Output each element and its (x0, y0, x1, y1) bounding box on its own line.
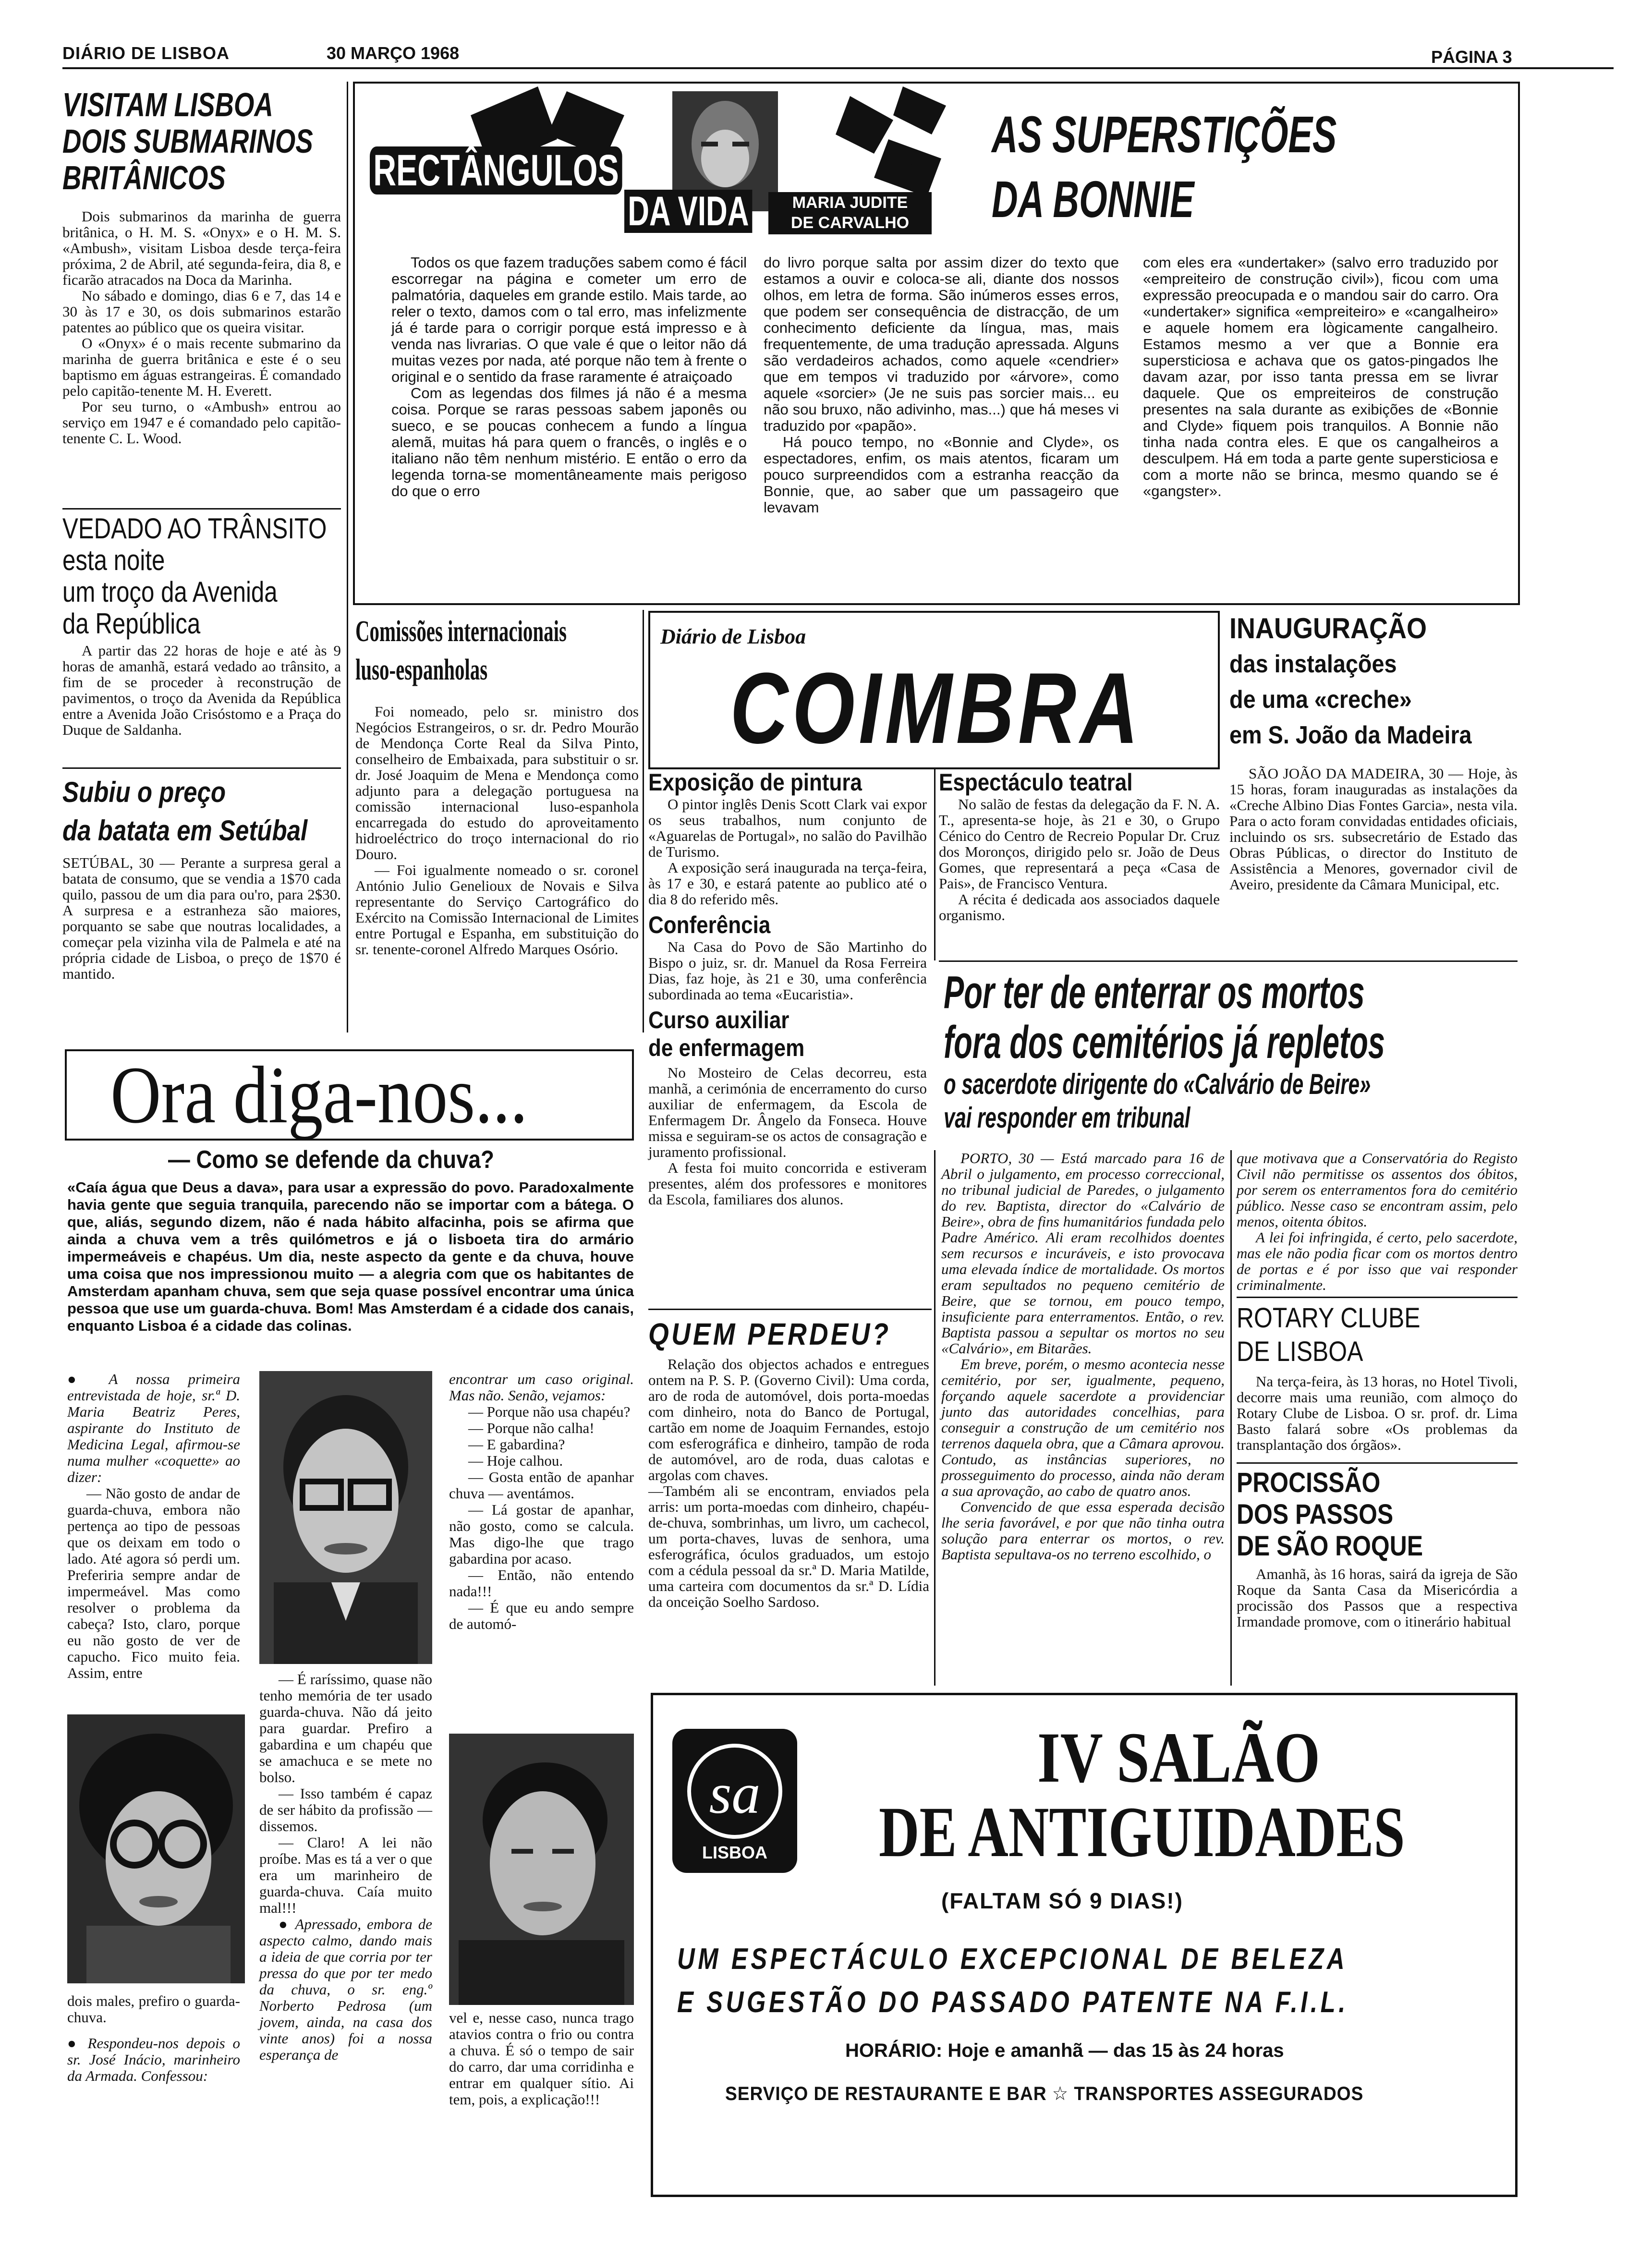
procissao-title-1: PROCISSÃO (1237, 1467, 1381, 1498)
rectangulos-col-2 (764, 255, 1119, 516)
salao-horario (845, 2039, 1284, 2063)
mortos-col-2 (1237, 1150, 1518, 1293)
expo-body-2: A exposição será inaugurada na terça-feira, às 17 e 30, e estará patente ao publico até o dia 8 do referido mês. (648, 859, 927, 908)
creche-title-1: INAUGURAÇÃO (1229, 612, 1427, 644)
creche-article (1229, 611, 1518, 892)
ora-c2-d: ● Apressado, embora de aspecto calmo, dando mais a ideia de que corria por ter pressa do que por ter medo da chuva, o sr. eng.º Norberto Pedrosa (um jovem, ainda, na casa dos vinte anos) foi a nossa esperança de (259, 1916, 432, 2063)
rectangulos-author-box (768, 192, 932, 234)
curso-body-1: No Mosteiro de Celas decorreu, esta manhã, a cerimónia de encerramento do curso auxiliar de enfermagem, da Escola de Enfermagem Dr. Ângelo da Fonseca. Houve missa e seguiram-se os actos de consagração e juramento profissional. (648, 1064, 927, 1160)
masthead-rule (62, 67, 1614, 69)
comissoes-right-rule (643, 610, 644, 1032)
mortos-title-2: fora dos cemitérios já repletos (944, 1017, 1385, 1068)
rotary-top-rule (1237, 1297, 1518, 1298)
submarinos-title-1: VISITAM LISBOA (62, 86, 273, 123)
submarinos-body-2: No sábado e domingo, dias 6 e 7, das 14 e 30 às 17 e 30, os dois submarinos estarão patentes ao público que os queira visitar. (62, 287, 341, 336)
curso-title-2: de enfermagem (648, 1034, 805, 1061)
mortos-col-1-text: PORTO, 30 — Está marcado para 16 de Abril o julgamento, em processo correccional, no tribunal judicial de Paredes, o julgamento do rev. Baptista, director do «Calvário de Beire», obra de fins humanitários fundada pelo Padre Américo. Ali eram recolhidos doentes sem recursos e incuráveis, e isto provocava uma elevada índice de mortalidade. Os mortos eram sepultados no pequeno cemitério de Beire, que se tornou, em pouco tempo, insuficiente para enterramentos. Então, o rev. Baptista passou a sepultar os mortos no seu «Calvário», em Bitarães. (941, 1150, 1225, 1357)
coimbra-title: COIMBRA (730, 652, 1142, 765)
rectangulos-author-1: MARIA JUDITE (792, 194, 908, 212)
col-rule-1 (347, 82, 348, 1032)
ora-col-2 (259, 1671, 432, 2063)
batata-title-2: da batata em Setúbal (62, 814, 308, 847)
creche-body: SÃO JOÃO DA MADEIRA, 30 — Hoje, às 15 horas, foram inauguradas as instalações da «Creche Albino Dias Fontes Garcia», nesta vila. Para o acto foram convidadas entidades oficiais, incluindo os srs. subsecretário de Estado das Obras Públicas, o director do Instituto de Assistência a Menores, governador civil de Aveiro, presidente da Câmara Municipal, etc. (1229, 765, 1518, 893)
ora-c3-f: — Gosta então de apanhar chuva — aventámos. (449, 1469, 634, 1502)
rotary-body: Na terça-feira, às 13 horas, no Hotel Tivoli, decorre mais uma reunião, com almoço do Rotary Clube de Lisboa. O sr. prof. dr. Lima Basto falará sobre «Os problemas da transplantação dos órgãos». (1237, 1373, 1518, 1453)
masthead-page: PÁGINA 3 (1431, 47, 1512, 67)
salao-title-1: IV SALÃO (1037, 1718, 1321, 1797)
submarinos-title-2: DOIS SUBMARINOS (62, 122, 313, 160)
ora-c1-c: dois males, prefiro o guarda-chuva. (67, 1992, 240, 2026)
teatro-body-1: No salão de festas da delegação da F. N. A. T., apresenta-se hoje, às 21 e 30, o Grupo Cénico do Centro de Recreio Popular Dr. Cruz dos Moronços, dirigido pelo sr. João de Deus Gomes, que representará a peça «Casa de Pais», de Francisco Ventura. (939, 796, 1220, 892)
teatro-body-2: A récita é dedicada aos associados daquele organismo. (939, 891, 1220, 923)
ora-c3-c: — Porque não calha! (468, 1420, 595, 1436)
mortos-sub-2: vai responder em tribunal (944, 1102, 1190, 1134)
ora-c3-j: vel e, nesse caso, nunca trago atavios contra o frio ou contra a chuva. É só o tempo de sair do carro, dar uma corridinha e entrar em qualquer sítio. Ai tem, pois, a explicação!!! (449, 2009, 634, 2108)
salao-horario-label: HORÁRIO: (845, 2040, 943, 2061)
supersticoes-title-1: AS SUPERSTIÇÕES (992, 105, 1337, 163)
rectangulos-author-2: DE CARVALHO (790, 214, 910, 232)
transito-body: A partir das 22 horas de hoje e até às 9 horas de amanhã, estará vedado ao trânsito, a fim de se proceder à reconstrução de pavimentos, o troço da Avenida da República entre a Avenida João Crisóstomo e a Praça do Duque de Saldanha. (62, 642, 341, 738)
creche-title-3: de uma «creche» (1229, 686, 1412, 714)
rotary-title-1: ROTARY CLUBE (1237, 1302, 1421, 1334)
ora-c2-c: — Claro! A lei não proíbe. Mas es tá a ver o que era um marinheiro de guarda-chuva. Caía muito mal!!! (259, 1834, 432, 1916)
photo-young-man (449, 1734, 634, 2005)
procissao-top-rule (1237, 1462, 1518, 1464)
rotary-article (1237, 1301, 1518, 1453)
ora-col-3 (449, 1371, 634, 1632)
mortos-top-rule (939, 960, 1518, 962)
creche-title-4: em S. João da Madeira (1229, 721, 1472, 749)
rectangulos-logo-2: DA VIDA (624, 190, 753, 233)
creche-title-2: das instalações (1229, 650, 1397, 678)
salao-line-2: E SUGESTÃO DO PASSADO PATENTE NA F.I.L. (677, 1986, 1348, 2019)
masthead-paper: DIÁRIO DE LISBOA (62, 43, 230, 63)
mortos-col-rule (1230, 1150, 1232, 1686)
rectangulos-col-1-text: Todos os que fazem traduções sabem como é fácil escorregar na página e cometer um erro de palmatória, daqueles em grande estilo. Mais tarde, ao reler o texto, damos com o tal erro, mas infelizmente já é tarde para o corrigir porque está impresso e à venda nas livrarias. O que vale é que o leitor não dá muitas vezes por nada, até porque não tem à frente o original e o sentido da frase raramente é atraiçoado (391, 254, 747, 385)
ora-c1-d: ● Respondeu-nos depois o sr. José Inácio, marinheiro da Armada. Confessou: (67, 2035, 240, 2084)
teatro-title: Espectáculo teatral (939, 769, 1133, 796)
perdeu-right-rule (934, 1150, 935, 1686)
mortos-col-1b-text: Em breve, porém, o mesmo acontecia nesse cemitério, por ser, igualmente, pequeno, forçando aquele sacerdote a providenciar junto das autoridades concelhias, para conseguir a construção de um cemitério nos terrenos daquela obra, que a Câmara aprovou. Contudo, as instâncias superiores, no prosseguimento do processo, ainda não deram a sua aprovação, ao cabo de quatro anos. (941, 1356, 1225, 1499)
comissoes-body-1: Foi nomeado, pelo sr. ministro dos Negócios Estrangeiros, o sr. dr. Pedro Mourão de Mendonça Corte Real da Silva Pinto, conselheiro de Embaixada, para substituir o sr. dr. José Joaquim de Mena e Mendonça como adjunto para a delegação portuguesa na comissão internacional luso-espanhola encarregada do estudo do aproveitamento hidroeléctrico do troço internacional do rio Douro. (355, 703, 639, 862)
curso-body-2: A festa foi muito concorrida e estiveram presentes, além dos professores e monitores da Escola, familiares dos alunos. (648, 1159, 927, 1208)
transito-title-2: esta noite (62, 544, 165, 576)
batata-title-1: Subiu o preço (62, 776, 226, 808)
perdeu-body-2: —Também ali se encontram, enviados pela arris: um porta-moedas com dinheiro, chapéu-de-chuva, sombrinhas, um livro, um cachecol, um porta-chaves, luvas de senhora, uma esferográfica, óculos graduados, um estojo com a cédula pessoal da sr.ª D. Maria Matilde, uma carteira com documentos da sr.ª D. Lídia da onceição Soelho Sardoso. (648, 1482, 929, 1610)
mortos-col-1 (941, 1150, 1225, 1562)
ora-col-1 (67, 1371, 240, 1681)
batata-article (62, 773, 341, 982)
submarinos-article (62, 86, 341, 446)
ora-question: — Como se defende da chuva? (168, 1146, 494, 1174)
transito-title-4: da República (62, 607, 201, 640)
expo-body-1: O pintor inglês Denis Scott Clark vai expor os seus trabalhos, num conjunto de «Aguarelas de Portugal», no salão do Pavilhão de Turismo. (648, 796, 927, 860)
rectangulos-col-1 (391, 255, 747, 499)
mortos-col-2b-text: A lei foi infringida, é certo, pelo sacerdote, mas ele não podia ficar com os mortos dentro de portas e é por isso que vai responder criminalmente. (1237, 1229, 1518, 1293)
curso-title-1: Curso auxiliar (648, 1007, 790, 1033)
batata-top-rule (62, 767, 341, 769)
mortos-col-2-text: que motivava que a Conservatória do Registo Civil não permitisse os assentos dos óbitos, por serem os enterramentos fora do cemitério público. Nesse caso se encontram assim, pelo menos, oitenta óbitos. (1237, 1150, 1518, 1230)
sa-lisboa-logo-icon (672, 1729, 797, 1873)
ora-c3-a: encontrar um caso original. Mas não. Senão, vejamos: (449, 1371, 634, 1404)
comissoes-title-1: Comissões internacionais (355, 615, 567, 648)
mortos-heading (944, 968, 1520, 1135)
salao-line-1: UM ESPECTÁCULO EXCEPCIONAL DE BELEZA (677, 1943, 1348, 1976)
ora-col-3-end (449, 2010, 634, 2108)
ora-c1-a: ● A nossa primeira entrevistada de hoje, sr.ª D. Maria Beatriz Peres, aspirante do Instituto de Medicina Legal, afirmou-se numa mulher «coquette» ao dizer: (67, 1371, 240, 1485)
salao-servico: SERVIÇO DE RESTAURANTE E BAR ☆ TRANSPORTES ASSEGURADOS (725, 2083, 1364, 2104)
mortos-sub-1: o sacerdote dirigente do «Calvário de Beire» (944, 1068, 1371, 1100)
supersticoes-title-2: DA BONNIE (992, 170, 1194, 228)
salao-logo-lisboa: LISBOA (702, 1843, 768, 1862)
submarinos-body-4: Por seu turno, o «Ambush» entrou ao serviço em 1947 e é comandado pelo capitão-tenente C. L. Wood. (62, 398, 341, 447)
photo-woman-glasses (67, 1714, 245, 1983)
salao-title-2: DE ANTIGUIDADES (879, 1792, 1405, 1872)
ora-col-1-end (67, 1993, 240, 2084)
ora-intro: «Caía água que Deus a dava», para usar a expressão do povo. Paradoxalmente havia gente que seguia tranquila, parecendo não se importar com a bátega. O que, aliás, segundo dizem, não é nada hábito alfacinha, pois se afirma que ainda a chuva vem a três quilómetros e já o lisboeta tira do armário impermeáveis e chapéus. Um dia, neste aspecto da gente e da chuva, houve uma coisa que nos impressionou muito — a alegria com que os habitantes de Amsterdam apanham chuva, sem que seja quase possível encontrar uma única pessoa que use um guarda-chuva. Bom! Mas Amsterdam é a cidade dos canais, enquanto Lisboa é a cidade das colinas. (67, 1179, 634, 1334)
comissoes-title-2: luso-espanholas (355, 654, 488, 686)
procissao-body: Amanhã, às 16 horas, sairá da igreja de São Roque da Santa Casa da Misericórdia a procissão dos Passos que a respectiva Irmandade promove, com o itinerário habitual (1237, 1566, 1518, 1630)
ora-c3-b: — Porque não usa chapéu? (468, 1403, 631, 1420)
perdeu-title: QUEM PERDEU? (648, 1317, 891, 1351)
conf-body: Na Casa do Povo de São Martinho do Bispo o juiz, sr. dr. Manuel da Rosa Ferreira Dias, faz hoje, às 21 e 30, uma conferência subordinada ao tema «Eucaristia». (648, 938, 927, 1003)
rectangulos-col-3-text: com eles era «undertaker» (salvo erro traduzido por «empreiteiro de construção civil»), ficou com uma expressão preocupada e o mandou sair do carro. Ora «undertaker» significa «empreiteiro» e «cangalheiro» e aquele homem era lògicamente cangalheiro. Estamos mesmo a ver que a Bonnie era supersticiosa e achava que os gatos-pingados lhe davam azar, por isso tanta pressa em se livrar daquele. Que os empreiteiros de construção presentes na sala durante as exibições de «Bonnie and Clyde» fiquem pois tranquilos. A Bonnie não tinha nada contra eles. E que os cangalheiros a desculpem. Há em toda a parte gente supersticiosa e com a morte não se brinca, mesmo quando se é «gangster». (1143, 254, 1498, 499)
masthead-date: 30 MARÇO 1968 (327, 43, 460, 63)
conf-title: Conferência (648, 911, 771, 938)
procissao-article (1237, 1467, 1518, 1629)
rectangulos-col-2b-text: Há pouco tempo, no «Bonnie and Clyde», os espectadores, enfim, os mais atentos, ficaram um pouco surpreendidos com a estranha reacção da Bonnie, que, ao saber que um passageiro que levavam (764, 434, 1119, 516)
transito-top-rule (62, 508, 341, 510)
rotary-title-2: DE LISBOA (1237, 1336, 1363, 1367)
mortos-col-1c-text: Convencido de que essa esperada decisão lhe seria favorável, e por que não tinha outra solução para enterrar os mortos, o rev. Baptista sepultava-os no terreno escolhido, o (941, 1498, 1225, 1563)
procissao-title-2: DOS PASSOS (1237, 1499, 1394, 1530)
procissao-title-3: DE SÃO ROQUE (1237, 1530, 1423, 1562)
transito-title-3: um troço da Avenida (62, 576, 278, 608)
salao-logo (672, 1729, 797, 1873)
ora-c1-b: — Não gosto de andar de guarda-chuva, embora não pertença ao tipo de pessoas que os deixam em todo o lado. Até agora só perdi um. Preferiria sempre andar de impermeável. Mas como resolver o problema da cabeça? Isto, claro, porque eu não gosto de ver de capucho. Fico muito feia. Assim, entre (67, 1485, 240, 1681)
batata-body: SETÚBAL, 30 — Perante a surpresa geral a batata de consumo, que se vendia a 1$70 cada quilo, passou de um dia para ou'ro, para 2$30. A surpresa e a estranheza são maiores, porquanto se sabe que noutras localidades, a começar pela vizinha vila de Palmela e até na própria cidade de Lisboa, o preço de 1$70 é mantido. (62, 854, 341, 982)
ora-c3-d: — E gabardina? (468, 1436, 565, 1453)
perdeu-article (648, 1316, 929, 1610)
ora-c3-e: — Hoje calhou. (468, 1452, 563, 1469)
photo-man-glasses (259, 1371, 432, 1664)
comissoes-body-2: — Foi igualmente nomeado o sr. coronel António Julio Genelioux de Novais e Silva representante do Serviço Cartográfico do Exército na Comissão Internacional de Limites entre Portugal e Espanha, em substituição do sr. tenente-coronel Alfredo Marques Osório. (355, 862, 639, 958)
ora-title: Ora diga-nos... (110, 1050, 528, 1140)
perdeu-body-1: Relação dos objectos achados e entregues ontem na P. S. P. (Governo Civil): Uma corda, aro de roda de automóvel, dois porta-moedas com dinheiro, nota do Banco de Portugal, cartão em nome de Joaquim Fernandes, estojo com esferográfica e dinheiro, tampão de roda de automóvel, aro de roda, duas calotas e argolas com chaves. (648, 1356, 929, 1483)
ora-c3-i: — É que eu ando sempre de automó- (449, 1599, 634, 1632)
perdeu-top-rule (648, 1309, 932, 1310)
rectangulos-col-3 (1143, 255, 1498, 499)
submarinos-body-3: O «Onyx» é o mais recente submarino da marinha de guerra britânica e este é o seu baptismo em águas estrangeiras. É comandado pelo capitão-tenente M. H. Everett. (62, 335, 341, 399)
submarinos-body-1: Dois submarinos da marinha de guerra britânica, o H. M. S. «Onyx» e o H. M. S. «Ambush», visitam Lisboa desde terça-feira próxima, 2 de Abril, até segunda-feira, dia 8, e ficarão atracados na Doca da Marinha. (62, 208, 341, 288)
salao-logo-sa: sa (709, 1761, 761, 1825)
coimbra-logo: Diário de Lisboa (660, 625, 806, 648)
salao-faltam: (FALTAM SÓ 9 DIAS!) (941, 1888, 1183, 1913)
rectangulos-logo: RECTÂNGULOS (370, 146, 622, 194)
coimbra-mid-rule (934, 768, 935, 960)
rectangulos-col-2-text: do livro porque salta por assim dizer do texto que estamos a ouvir e coloca-se ali, diante dos nossos olhos, em letra de forma. São inúmeros esses erros, que podem ser consequência de distracção, de um conhecimento deficiente da língua, mas, mais frequentemente, de uma tradução apressada. Alguns são verdadeiros achados, como aquele «cendrier» que em tempos vi traduzido por «árvore», como aquele «sorcier» (Je ne suis pas sorcier mais... eu não sou bruxo, não adivinho, mas...) que há meses vi traduzido por «papão». (764, 254, 1119, 434)
salao-horario-text: Hoje e amanhã — das 15 às 24 horas (947, 2040, 1284, 2061)
ora-c3-h: — Então, não entendo nada!!! (449, 1567, 634, 1600)
ora-c3-g: — Lá gostar de apanhar, não gosto, como se calcula. Mas digo-lhe que trago gabardina por acaso. (449, 1501, 634, 1567)
ora-c2-b: — Isso também é capaz de ser hábito da profissão — dissemos. (259, 1785, 432, 1834)
rectangulos-por: POR (903, 158, 930, 173)
coimbra-col-2 (939, 768, 1220, 923)
expo-title: Exposição de pintura (648, 769, 862, 796)
rectangulos-col-1b-text: Com as legendas dos filmes já não é a mesma coisa. Porque se raras pessoas sabem japonês ou sueco, e se poucas conhecem a fundo a língua alemã, muitas há para quem o francês, o inglês e o italiano não têm nenhum mistério. E então o erro da legenda torna-se momentâneamente mais perigoso do que o erro (391, 385, 747, 499)
submarinos-title-3: BRITÂNICOS (62, 159, 226, 196)
comissoes-article (355, 612, 639, 957)
ora-c2-a: — É raríssimo, quase não tenho memória de ter usado guarda-chuva. Não dá jeito para guardar. Prefiro a gabardina e um chapéu que se amachuca e se mete no bolso. (259, 1671, 432, 1785)
transito-title-1: VEDADO AO TRÂNSITO (62, 512, 327, 545)
transito-article (62, 513, 341, 738)
mortos-title-1: Por ter de enterrar os mortos (944, 967, 1365, 1018)
coimbra-col-1 (648, 768, 927, 1207)
